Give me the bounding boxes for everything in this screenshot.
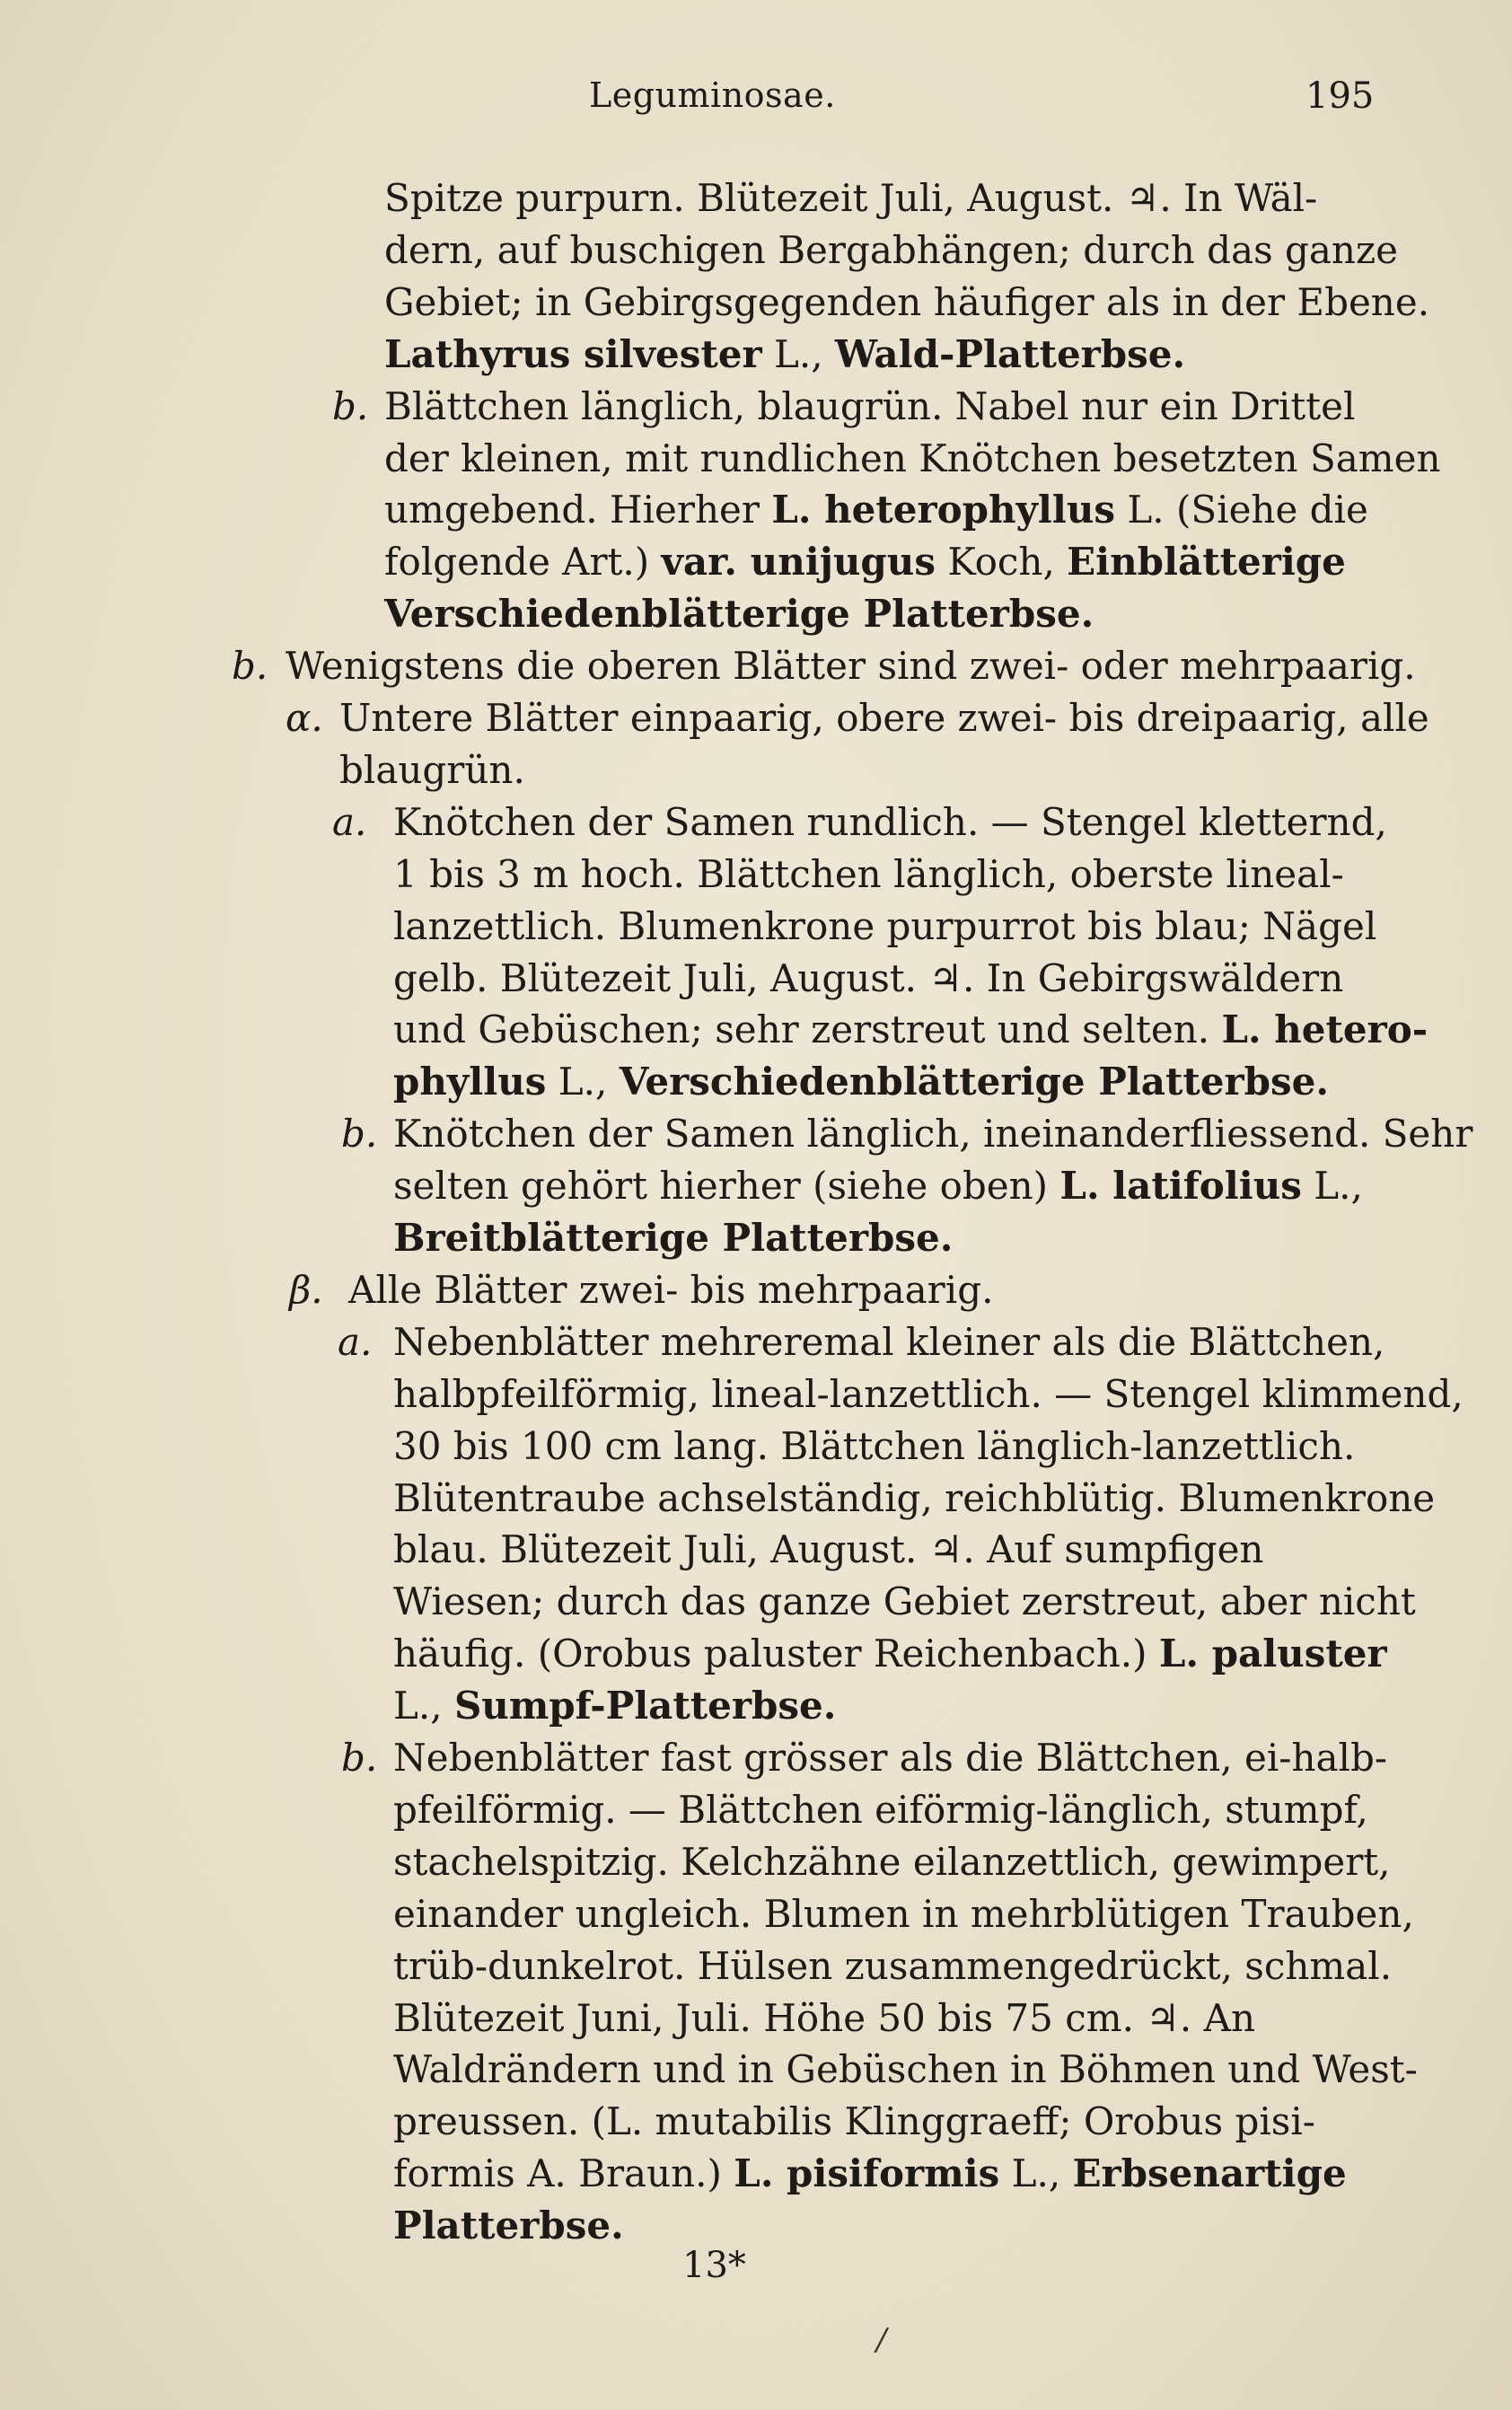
key-label: b. <box>332 383 369 428</box>
plain-text: dern, auf buschigen Bergabhängen; durch das ganze <box>384 227 1398 272</box>
text-line <box>0 901 1512 953</box>
plain-text: häufig. (Orobus paluster Reichenbach.) <box>393 1632 1159 1676</box>
text-line <box>0 692 1512 744</box>
key-label: β. <box>289 1267 323 1312</box>
bold-term: Breitblätterige Platterbse. <box>393 1216 954 1260</box>
key-label: α. <box>286 696 323 740</box>
line-text <box>393 1473 1435 1525</box>
plain-text: Wenigstens die oberen Blätter sind zwei- oder mehrpaarig. <box>286 644 1416 689</box>
plain-text: und Gebüschen; sehr zerstreut und selten. <box>393 1007 1222 1052</box>
bold-term: L. paluster <box>1158 1632 1387 1676</box>
text-line <box>0 1940 1512 1992</box>
line-text <box>393 1056 1329 1108</box>
leaf-mark: / <box>876 2322 887 2358</box>
plain-text: pfeilförmig. — Blättchen eiförmig-länglich, stumpf, <box>393 1787 1368 1832</box>
plain-text: Blättchen länglich, blaugrün. Nabel nur ein Drittel <box>384 383 1356 428</box>
plain-text: Nebenblätter fast grösser als die Blättchen, ei-halb- <box>393 1736 1388 1780</box>
text-line <box>0 1680 1512 1732</box>
bold-term: L. latifolius <box>1059 1164 1302 1209</box>
line-text <box>384 172 1317 224</box>
text-line <box>0 1628 1512 1680</box>
line-text <box>393 1888 1414 1940</box>
plain-text: preussen. (L. mutabilis Klinggraeff; Orobus pisi- <box>393 2099 1315 2144</box>
line-text <box>393 1992 1255 2045</box>
plain-text: selten gehört hierher (siehe oben) <box>393 1164 1060 1209</box>
plain-text: stachelspitzig. Kelchzähne eilanzettlich, gewimpert, <box>393 1839 1391 1884</box>
plain-text: folgende Art.) <box>384 540 662 585</box>
text-line <box>0 381 1512 433</box>
text-line <box>0 1473 1512 1525</box>
bold-term: Einblätterige <box>1067 540 1346 585</box>
text-line <box>0 1732 1512 1784</box>
line-text <box>393 901 1376 953</box>
bold-term: L. heterophyllus <box>771 488 1116 532</box>
text-line <box>0 1888 1512 1940</box>
running-title: Leguminosae. <box>589 75 836 115</box>
line-text <box>286 640 1416 692</box>
plain-text: formis A. Braun.) <box>393 2151 734 2196</box>
bold-term: Verschiedenblätterige Platterbse. <box>384 592 1094 637</box>
line-text <box>393 2148 1347 2200</box>
text-line <box>0 2148 1512 2200</box>
plain-text: halbpfeilförmig, lineal-lanzettlich. — Stengel klimmend, <box>393 1371 1464 1416</box>
key-label: b. <box>341 1736 378 1780</box>
text-line <box>0 1160 1512 1212</box>
line-text <box>393 1628 1387 1680</box>
line-text <box>393 1576 1416 1628</box>
line-text <box>393 1368 1464 1420</box>
plain-text: einander ungleich. Blumen in mehrblütigen Trauben, <box>393 1891 1414 1936</box>
plain-text: Wiesen; durch das ganze Gebiet zerstreut, aber nicht <box>393 1579 1416 1624</box>
line-text <box>393 1524 1264 1576</box>
plain-text: Koch, <box>935 540 1068 585</box>
text-line <box>0 1056 1512 1108</box>
text-line <box>0 1108 1512 1160</box>
text-line <box>0 2096 1512 2148</box>
line-text <box>393 1004 1428 1056</box>
bold-term: L. hetero- <box>1221 1007 1428 1052</box>
line-text <box>393 1784 1368 1836</box>
line-text <box>384 224 1398 277</box>
line-text <box>393 1212 953 1264</box>
bold-term: Verschiedenblätterige Platterbse. <box>619 1060 1329 1104</box>
signature-mark: 13* <box>682 2245 746 2286</box>
text-line <box>0 1212 1512 1264</box>
line-text <box>339 692 1429 744</box>
text-line <box>0 484 1512 536</box>
key-label: a. <box>338 1319 373 1364</box>
text-line <box>0 1420 1512 1473</box>
text-line <box>0 744 1512 796</box>
plain-text: trüb-dunkelrot. Hülsen zusammengedrückt, schmal. <box>393 1943 1393 1988</box>
plain-text: Nebenblätter mehreremal kleiner als die Blättchen, <box>393 1319 1385 1364</box>
line-text <box>384 277 1429 329</box>
plain-text: L., <box>999 2151 1073 2196</box>
line-text <box>393 1316 1385 1368</box>
text-line <box>0 849 1512 901</box>
plain-text: 30 bis 100 cm lang. Blättchen länglich-lanzettlich. <box>393 1423 1356 1468</box>
bold-term: Sumpf-Platterbse. <box>453 1684 837 1728</box>
text-line <box>0 796 1512 849</box>
bold-term: phyllus <box>393 1060 547 1104</box>
text-line <box>0 1264 1512 1316</box>
text-line <box>0 640 1512 692</box>
plain-text: gelb. Blütezeit Juli, August. ♃. In Gebirgswäldern <box>393 955 1344 1000</box>
text-line <box>0 172 1512 224</box>
plain-text: L. (Siehe die <box>1115 488 1368 532</box>
line-text <box>384 433 1441 485</box>
text-line <box>0 1576 1512 1628</box>
key-label: a. <box>332 799 367 844</box>
bold-term: var. unijugus <box>661 540 936 585</box>
line-text <box>393 1940 1392 1992</box>
page-number: 195 <box>1305 75 1375 117</box>
plain-text: lanzettlich. Blumenkrone purpurrot bis blau; Nägel <box>393 903 1377 948</box>
text-line <box>0 588 1512 640</box>
line-text <box>393 2096 1315 2148</box>
plain-text: Knötchen der Samen rundlich. — Stengel kletternd, <box>393 799 1387 844</box>
text-line <box>0 1784 1512 1836</box>
bold-term: Lathyrus silvester <box>384 331 762 376</box>
plain-text: L., <box>393 1684 454 1728</box>
line-text <box>339 744 525 796</box>
line-text <box>393 849 1344 901</box>
plain-text: 1 bis 3 m hoch. Blättchen länglich, oberste lineal- <box>393 851 1344 896</box>
text-line <box>0 1836 1512 1888</box>
plain-text: Waldrändern und in Gebüschen in Böhmen und West- <box>393 2047 1418 2092</box>
line-text <box>384 536 1346 588</box>
plain-text: Blütentraube achselständig, reichblütig. Blumenkrone <box>393 1475 1436 1520</box>
plain-text: L., <box>1301 1164 1363 1209</box>
line-text <box>393 1836 1391 1888</box>
plain-text: L., <box>761 331 835 376</box>
plain-text: Knötchen der Samen länglich, ineinanderfliessend. Sehr <box>393 1112 1473 1157</box>
text-line <box>0 1368 1512 1420</box>
line-text <box>393 796 1387 849</box>
key-label: b. <box>341 1112 378 1157</box>
key-label: b. <box>232 644 268 689</box>
text-line <box>0 329 1512 381</box>
plain-text: Blütezeit Juni, Juli. Höhe 50 bis 75 cm. ♃. An <box>393 1995 1256 2040</box>
plain-text: Gebiet; in Gebirgsgegenden häufiger als in der Ebene. <box>384 279 1430 324</box>
plain-text: der kleinen, mit rundlichen Knötchen besetzten Samen <box>384 435 1441 480</box>
line-text <box>393 1420 1355 1473</box>
text-line <box>0 536 1512 588</box>
text-line <box>0 277 1512 329</box>
line-text <box>348 1264 993 1316</box>
line-text <box>393 1108 1472 1160</box>
text-line <box>0 433 1512 485</box>
line-text <box>384 329 1185 381</box>
text-line <box>0 1524 1512 1576</box>
text-line <box>0 224 1512 277</box>
text-line <box>0 2044 1512 2096</box>
line-text <box>384 484 1368 536</box>
line-text <box>393 2044 1418 2096</box>
line-text <box>393 953 1343 1005</box>
plain-text: blau. Blütezeit Juli, August. ♃. Auf sumpfigen <box>393 1527 1264 1572</box>
bold-term: L. pisiformis <box>734 2151 1000 2196</box>
plain-text: L., <box>546 1060 620 1104</box>
text-line <box>0 1004 1512 1056</box>
text-line <box>0 1992 1512 2045</box>
plain-text: umgebend. Hierher <box>384 488 772 532</box>
plain-text: Alle Blätter zwei- bis mehrpaarig. <box>348 1267 994 1312</box>
plain-text: Spitze purpurn. Blütezeit Juli, August. ♃. In Wäl- <box>384 176 1318 220</box>
line-text <box>393 1680 836 1732</box>
bold-term: Wald-Platterbse. <box>834 331 1186 376</box>
plain-text: blaugrün. <box>339 747 525 792</box>
text-line <box>0 953 1512 1005</box>
line-text <box>393 1160 1363 1212</box>
plain-text: Untere Blätter einpaarig, obere zwei- bis dreipaarig, alle <box>339 696 1429 740</box>
line-text <box>393 1732 1387 1784</box>
text-line <box>0 1316 1512 1368</box>
line-text <box>384 381 1355 433</box>
bold-term: Erbsenartige <box>1072 2151 1347 2196</box>
text-line <box>0 2200 1512 2252</box>
bold-term: Platterbse. <box>393 2203 624 2248</box>
line-text <box>393 2200 624 2252</box>
line-text <box>384 588 1094 640</box>
